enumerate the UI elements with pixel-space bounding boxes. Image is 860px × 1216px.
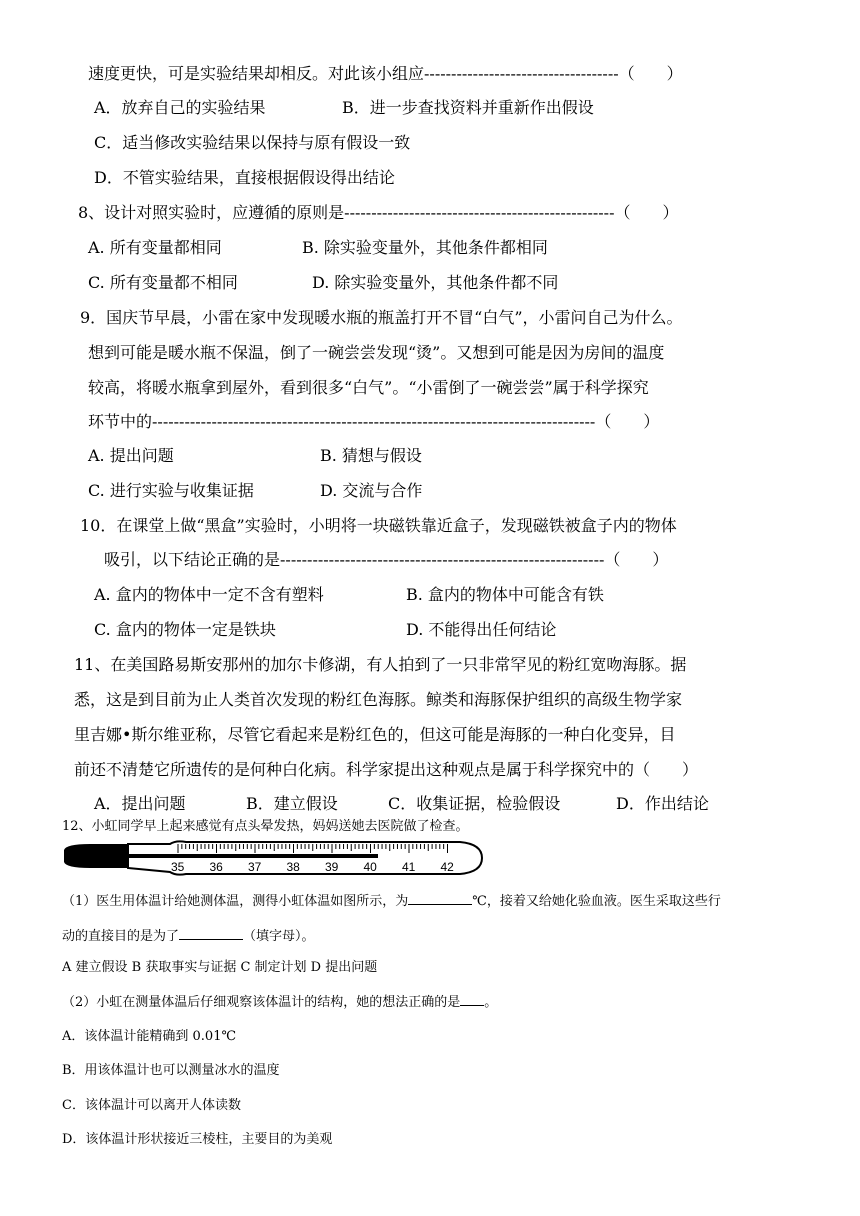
q10-stem-line-1: 10．在课堂上做“黑盒”实验时，小明将一块磁铁靠近盒子，发现磁铁被盒子内的物体 (80, 516, 677, 535)
q11-stem-line-3: 里吉娜•斯尔维亚称，尽管它看起来是粉红色的，但这可能是海豚的一种白化变异，目 (74, 725, 676, 744)
q12-option-c: C．该体温计可以离开人体读数 (62, 1098, 241, 1113)
q10-option-c: C. 盒内的物体一定是铁块 (94, 620, 276, 639)
q11-option-c: C．收集证据，检验假设 (388, 794, 561, 813)
q9-option-d: D. 交流与合作 (320, 481, 423, 500)
scale-label: 36 (209, 860, 223, 874)
q12-option-b: B．用该体温计也可以测量冰水的温度 (62, 1063, 280, 1078)
q11-option-a: A．提出问题 (94, 794, 186, 813)
q11-stem-line-1: 11、在美国路易斯安那州的加尔卡修湖，有人拍到了一只非常罕见的粉红宽吻海豚。据 (74, 655, 687, 674)
scale-label: 38 (286, 860, 300, 874)
q12-part2-stem (62, 993, 497, 1012)
q12-part1-options: A 建立假设 B 获取事实与证据 C 制定计划 D 提出问题 (62, 960, 378, 975)
thermometer-figure (60, 838, 484, 880)
q9-option-a: A. 提出问题 (88, 446, 174, 465)
q9-option-b: B. 猜想与假设 (320, 446, 422, 465)
q12-option-d: D．该体温计形状接近三棱柱，主要目的为美观 (62, 1132, 333, 1147)
q12-part1-text-b: ℃，接着又给她化验血液。医生采取这些行 (472, 894, 721, 909)
scale-label: 39 (325, 860, 339, 874)
scale-label: 40 (363, 860, 377, 874)
q10-option-d: D. 不能得出任何结论 (406, 620, 557, 639)
scale-label: 42 (440, 860, 454, 874)
q11-stem-line-4: 前还不清楚它所遗传的是何种白化病。科学家提出这种观点是属于科学探究中的（ ） (74, 760, 699, 779)
q9-stem-line-2: 想到可能是暖水瓶不保温，倒了一碗尝尝发现“烫”。又想到可能是因为房间的温度 (88, 343, 665, 362)
purpose-answer-blank[interactable] (179, 925, 243, 940)
q8-stem: 8、设计对照实验时，应遵循的原则是--------------------------------------------------（ ） (78, 203, 679, 222)
q9-stem-line-4: 环节中的----------------------------------------------------------------------------------（ ） (88, 412, 660, 431)
q7-stem-tail: 速度更快，可是实验结果却相反。对此该小组应------------------------------------（ ） (88, 64, 683, 83)
q9-option-c: C. 进行实验与收集证据 (88, 481, 254, 500)
q9-stem-line-3: 较高，将暖水瓶拿到屋外，看到很多“白气”。“小雷倒了一碗尝尝”属于科学探究 (88, 378, 649, 397)
q10-option-b: B. 盒内的物体中可能含有铁 (406, 585, 604, 604)
q8-option-c: C. 所有变量都不相同 (88, 273, 238, 292)
q12-part2-text-b: 。 (484, 995, 498, 1010)
q12-part1-text-a: （1）医生用体温计给她测体温，测得小虹体温如图所示，为 (62, 894, 409, 909)
q7-option-c: C．适当修改实验结果以保持与原有假设一致 (94, 133, 411, 152)
temperature-answer-blank[interactable] (408, 890, 472, 905)
mercury-column (128, 854, 378, 858)
q10-option-a: A. 盒内的物体中一定不含有塑料 (94, 585, 324, 604)
q8-option-a: A. 所有变量都相同 (88, 238, 222, 257)
part2-answer-blank[interactable] (460, 993, 484, 1006)
scale-label: 35 (171, 860, 185, 874)
q8-option-d: D. 除实验变量外，其他条件都不同 (312, 273, 559, 292)
scale-label: 37 (248, 860, 262, 874)
q12-stem: 12、小虹同学早上起来感觉有点头晕发热，妈妈送她去医院做了检查。 (62, 819, 469, 834)
q7-option-d: D．不管实验结果，直接根据假设得出结论 (94, 168, 395, 187)
scale-label: 41 (402, 860, 416, 874)
q12-part1-text-d: （填字母）。 (243, 929, 315, 944)
q11-option-b: B．建立假设 (246, 794, 338, 813)
q7-option-b: B．进一步查找资料并重新作出假设 (342, 98, 594, 117)
q8-option-b: B. 除实验变量外，其他条件都相同 (302, 238, 548, 257)
q9-stem-line-1: 9．国庆节早晨，小雷在家中发现暖水瓶的瓶盖打开不冒“白气”，小雷问自己为什么。 (80, 308, 683, 327)
q12-part1-line1 (62, 890, 721, 911)
q11-option-d: D．作出结论 (616, 794, 709, 813)
q7-option-a: A．放弃自己的实验结果 (94, 98, 266, 117)
q12-option-a: A．该体温计能精确到 0.01℃ (62, 1029, 237, 1044)
q12-part1-line2 (62, 925, 315, 946)
q11-stem-line-2: 悉，这是到目前为止人类首次发现的粉红色海豚。鲸类和海豚保护组织的高级生物学家 (74, 690, 683, 709)
thermometer-bulb (64, 844, 128, 868)
q10-stem-line-2: 吸引，以下结论正确的是------------------------------------------------------------（ ） (104, 550, 669, 569)
q12-part1-text-c: 动的直接目的是为了 (62, 929, 180, 944)
q12-part2-text-a: （2）小虹在测量体温后仔细观察该体温计的结构，她的想法正确的是 (62, 995, 461, 1010)
